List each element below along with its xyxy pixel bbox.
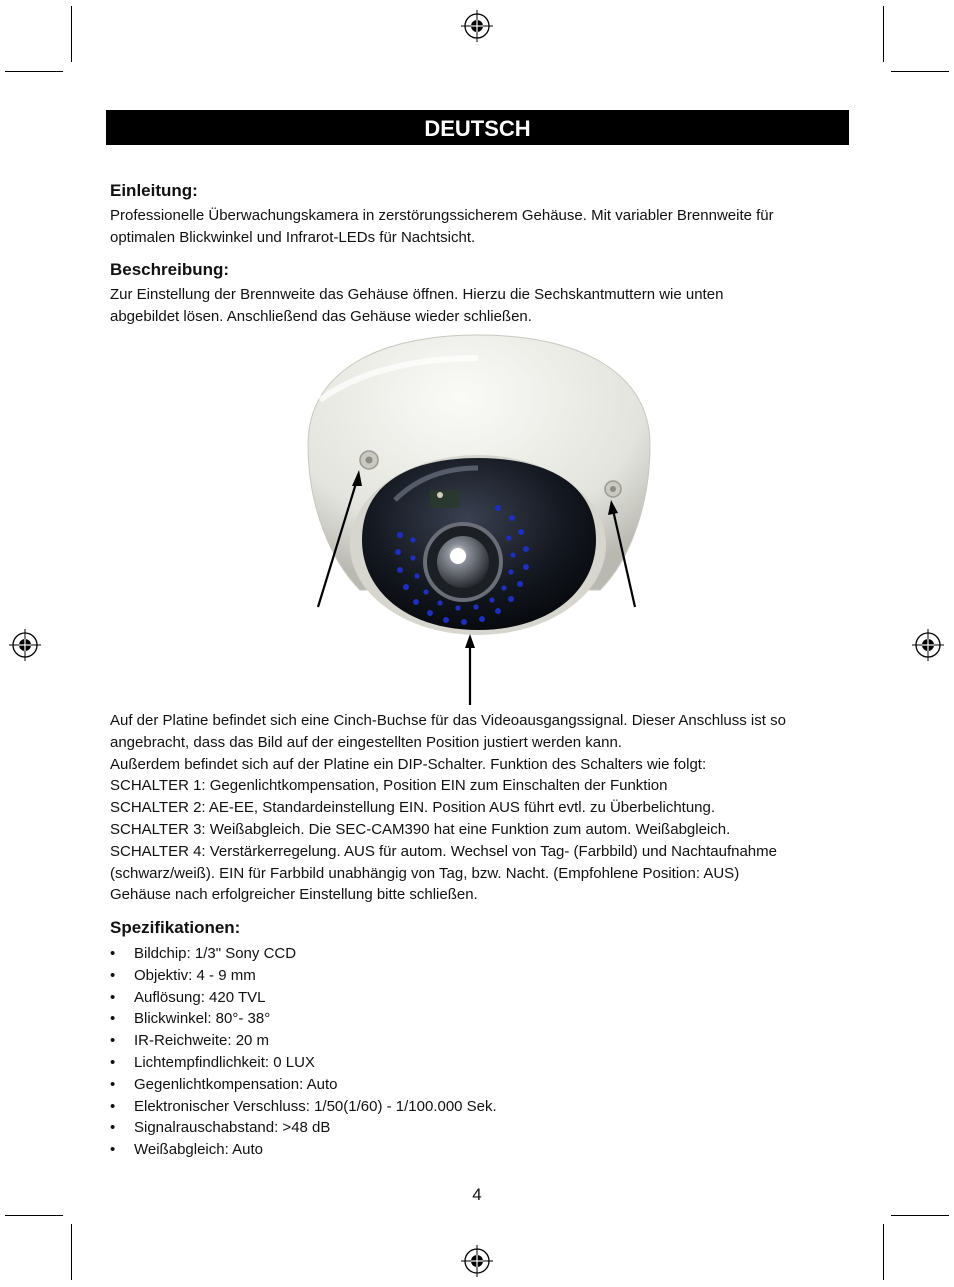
page-number: 4 [472, 1185, 482, 1204]
intro-line: Professionelle Überwachungskamera in zerstörungssicherem Gehäuse. Mit variabler Brennweite für [110, 207, 774, 224]
crop-mark [71, 6, 72, 62]
description-heading: Beschreibung: [110, 260, 230, 279]
spec-item: • Auflösung: 420 TVL [110, 987, 497, 1009]
spec-item: • Blickwinkel: 80°- 38° [110, 1008, 497, 1030]
specs-list [110, 943, 497, 1161]
spec-item: • Elektronischer Verschluss: 1/50(1/60) - 1/100.000 Sek. [110, 1096, 497, 1118]
body-line: angebracht, dass das Bild auf der eingestellten Position justiert werden kann. [110, 733, 622, 751]
body-line: SCHALTER 3: Weißabgleich. Die SEC-CAM390 hat eine Funktion zum autom. Weißabgleich. [110, 820, 731, 838]
crop-mark [883, 1224, 884, 1280]
spec-item: • Lichtempfindlichkeit: 0 LUX [110, 1052, 497, 1074]
spec-item: • IR-Reichweite: 20 m [110, 1030, 497, 1052]
registration-mark-icon [461, 10, 493, 42]
description-line: abgebildet lösen. Anschließend das Gehäuse wieder schließen. [110, 308, 532, 325]
registration-mark-icon [9, 629, 41, 661]
spec-item: • Bildchip: 1/3" Sony CCD [110, 943, 497, 965]
registration-mark-icon [912, 629, 944, 661]
crop-mark [891, 71, 949, 72]
crop-mark [5, 71, 63, 72]
spec-item: • Gegenlichtkompensation: Auto [110, 1074, 497, 1096]
body-line: Auf der Platine befindet sich eine Cinch-Buchse für das Videoausgangssignal. Dieser Anschluss ist so [110, 712, 786, 729]
intro-heading: Einleitung: [110, 181, 198, 200]
dip-switch-paragraph [110, 710, 850, 906]
language-banner: DEUTSCH [106, 110, 849, 145]
specs-heading: Spezifikationen: [110, 918, 241, 937]
body-line: SCHALTER 1: Gegenlichtkompensation, Position EIN zum Einschalten der Funktion [110, 777, 668, 795]
body-line: Gehäuse nach erfolgreicher Einstellung bitte schließen. [110, 886, 478, 904]
description-line: Zur Einstellung der Brennweite das Gehäuse öffnen. Hierzu die Sechskantmuttern wie unten [110, 286, 724, 303]
dome-camera-image [300, 330, 660, 710]
body-line: SCHALTER 2: AE-EE, Standardeinstellung EIN. Position AUS führt evtl. zu Überbelichtung. [110, 799, 716, 817]
spec-item: • Signalrauschabstand: >48 dB [110, 1117, 497, 1139]
intro-paragraph [110, 205, 850, 249]
crop-mark [71, 1224, 72, 1280]
crop-mark [891, 1215, 949, 1216]
crop-mark [5, 1215, 63, 1216]
body-line: (schwarz/weiß). EIN für Farbbild unabhängig von Tag, bzw. Nacht. (Empfohlene Position: AUS) [110, 864, 740, 882]
intro-line: optimalen Blickwinkel und Infrarot-LEDs für Nachtsicht. [110, 229, 476, 246]
spec-item: • Weißabgleich: Auto [110, 1139, 497, 1161]
description-paragraph [110, 284, 850, 328]
body-line: SCHALTER 4: Verstärkerregelung. AUS für autom. Wechsel von Tag- (Farbbild) und Nachtaufnahme [110, 842, 777, 860]
body-line: Außerdem befindet sich auf der Platine ein DIP-Schalter. Funktion des Schalters wie folgt: [110, 755, 707, 773]
crop-mark [883, 6, 884, 62]
spec-item: • Objektiv: 4 - 9 mm [110, 965, 497, 987]
registration-mark-icon [461, 1245, 493, 1277]
